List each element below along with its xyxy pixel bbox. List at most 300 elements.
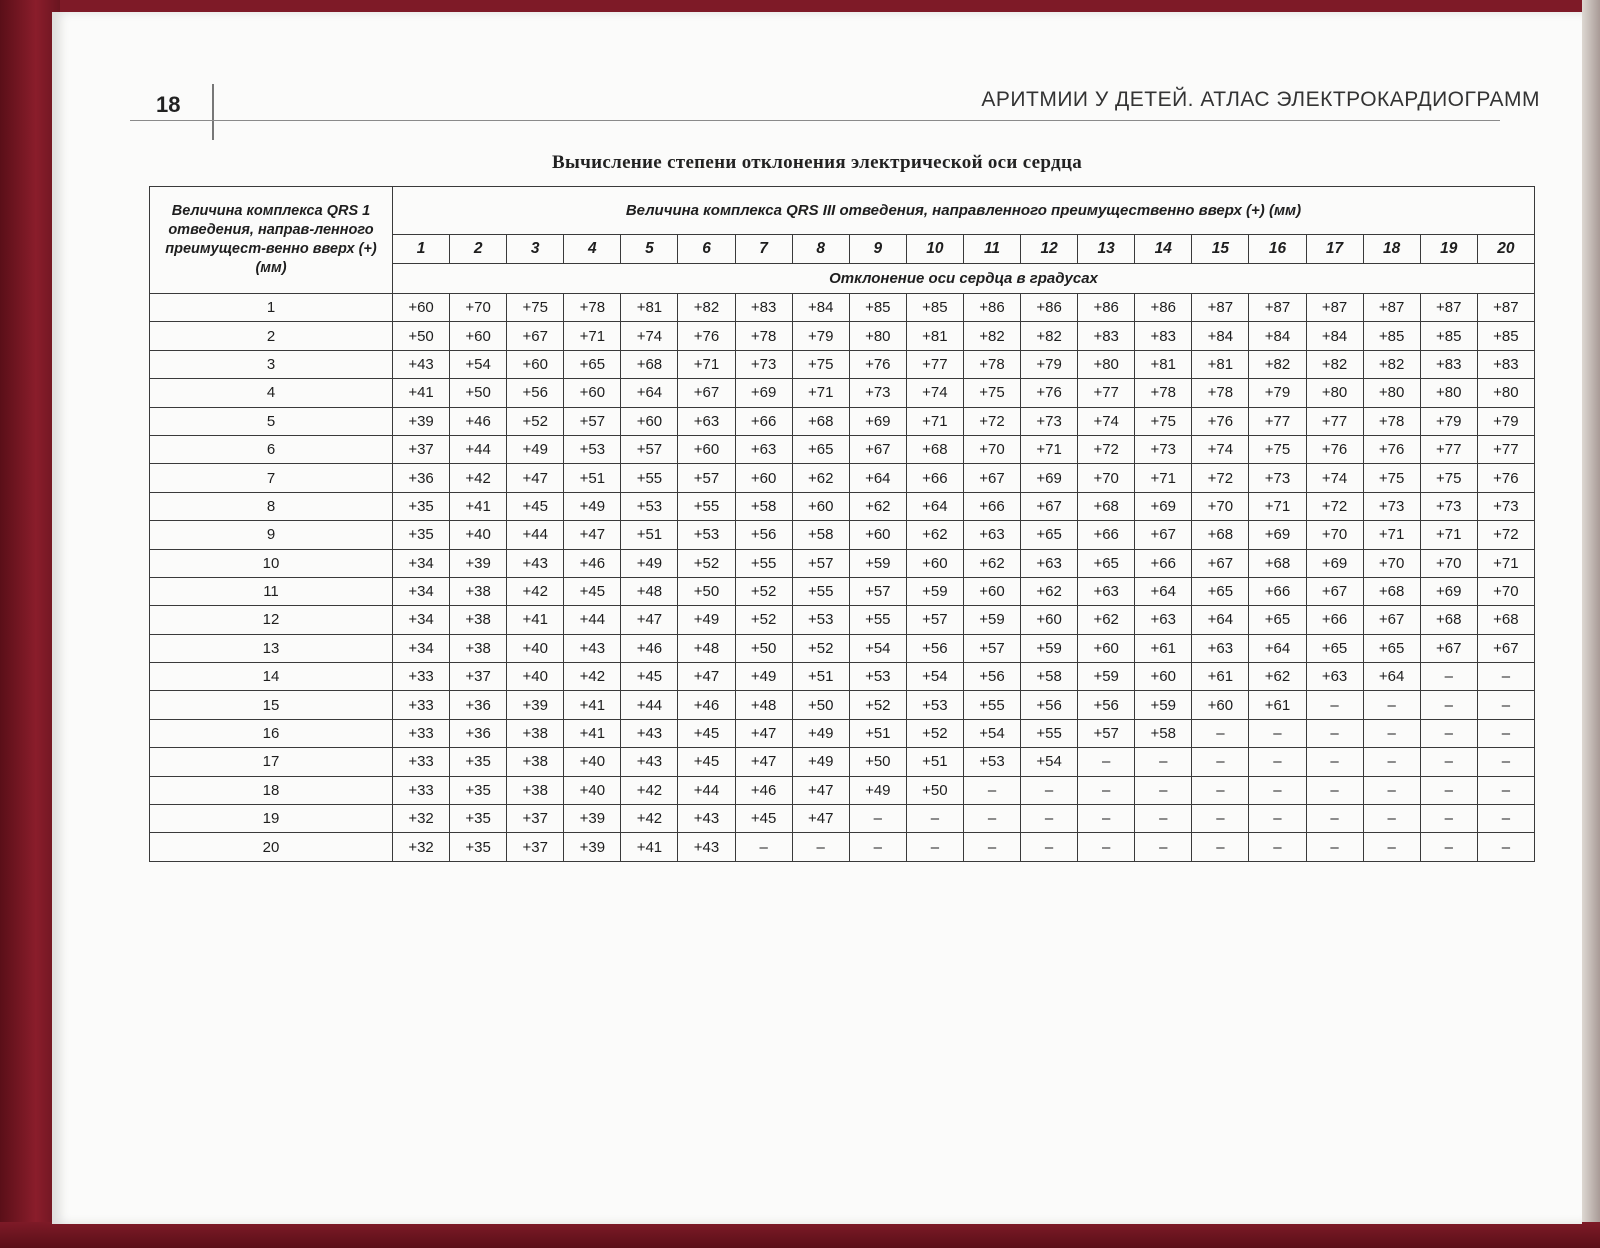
table-cell: – <box>963 776 1020 804</box>
table-cell: +45 <box>735 805 792 833</box>
table-cell: +49 <box>849 776 906 804</box>
table-cell: +40 <box>564 748 621 776</box>
table-cell: +76 <box>1192 407 1249 435</box>
table-cell: – <box>1306 719 1363 747</box>
table-cell: +60 <box>792 492 849 520</box>
table-cell: +40 <box>564 776 621 804</box>
row-label: 13 <box>150 634 393 662</box>
column-header: 4 <box>564 234 621 264</box>
table-cell: – <box>1363 691 1420 719</box>
table-cell: +63 <box>678 407 735 435</box>
table-cell: – <box>1306 776 1363 804</box>
table-cell: – <box>1477 833 1534 861</box>
table-cell: +68 <box>1363 577 1420 605</box>
table-cell: +69 <box>849 407 906 435</box>
table-cell: +87 <box>1420 294 1477 322</box>
table-cell: +55 <box>963 691 1020 719</box>
table-cell: +83 <box>1420 350 1477 378</box>
table-cell: +44 <box>621 691 678 719</box>
table-cell: +39 <box>450 549 507 577</box>
table-cell: +56 <box>906 634 963 662</box>
table-cell: +35 <box>450 833 507 861</box>
table-cell: +60 <box>849 521 906 549</box>
table-row <box>150 549 1535 577</box>
table-cell: +56 <box>735 521 792 549</box>
table-cell: +50 <box>393 322 450 350</box>
table-cell: +53 <box>849 663 906 691</box>
table-cell: +80 <box>849 322 906 350</box>
table-cell: +63 <box>1021 549 1078 577</box>
table-row <box>150 379 1535 407</box>
table-cell: +38 <box>450 577 507 605</box>
table-cell: +73 <box>735 350 792 378</box>
table-cell: +43 <box>678 833 735 861</box>
table-cell: +80 <box>1306 379 1363 407</box>
table-cell: +57 <box>1078 719 1135 747</box>
table-cell: +47 <box>564 521 621 549</box>
table-cell: +76 <box>1477 464 1534 492</box>
table-cell: – <box>1135 833 1192 861</box>
table-cell: +56 <box>963 663 1020 691</box>
table-cell: +52 <box>849 691 906 719</box>
table-cell: +63 <box>1192 634 1249 662</box>
table-cell: +45 <box>678 719 735 747</box>
table-cell: – <box>1135 776 1192 804</box>
table-cell: – <box>1192 776 1249 804</box>
table-cell: +34 <box>393 577 450 605</box>
row-label: 2 <box>150 322 393 350</box>
table-cell: +67 <box>507 322 564 350</box>
column-header: 13 <box>1078 234 1135 264</box>
table-cell: +78 <box>735 322 792 350</box>
table-cell: +67 <box>1306 577 1363 605</box>
table-cell: +52 <box>735 606 792 634</box>
table-cell: +85 <box>906 294 963 322</box>
table-cell: +64 <box>621 379 678 407</box>
table-cell: +71 <box>1420 521 1477 549</box>
table-cell: +79 <box>1420 407 1477 435</box>
row-label: 5 <box>150 407 393 435</box>
table-cell: +47 <box>507 464 564 492</box>
table-cell: +57 <box>906 606 963 634</box>
table-row <box>150 663 1535 691</box>
table-cell: +87 <box>1249 294 1306 322</box>
table-cell: – <box>1078 805 1135 833</box>
table-cell: +83 <box>1477 350 1534 378</box>
table-cell: +36 <box>450 719 507 747</box>
table-row <box>150 521 1535 549</box>
table-cell: +50 <box>450 379 507 407</box>
table-cell: – <box>1078 748 1135 776</box>
table-cell: +69 <box>1306 549 1363 577</box>
table-cell: +57 <box>963 634 1020 662</box>
table-cell: +74 <box>1306 464 1363 492</box>
page-edges <box>1582 0 1600 1248</box>
book-cover-bottom <box>0 1222 1600 1248</box>
table-cell: +60 <box>393 294 450 322</box>
table-row <box>150 748 1535 776</box>
table-cell: +51 <box>849 719 906 747</box>
table-cell: +69 <box>1249 521 1306 549</box>
table-cell: +71 <box>564 322 621 350</box>
table-cell: +67 <box>849 435 906 463</box>
table-cell: +34 <box>393 606 450 634</box>
column-header: 5 <box>621 234 678 264</box>
table-cell: +72 <box>963 407 1020 435</box>
table-cell: +53 <box>963 748 1020 776</box>
table-cell: +46 <box>564 549 621 577</box>
table-cell: +49 <box>792 719 849 747</box>
table-cell: +70 <box>1363 549 1420 577</box>
table-cell: +70 <box>1420 549 1477 577</box>
table-cell: +75 <box>1420 464 1477 492</box>
table-cell: +41 <box>621 833 678 861</box>
table-cell: +55 <box>792 577 849 605</box>
table-cell: – <box>735 833 792 861</box>
table-cell: +74 <box>621 322 678 350</box>
table-cell: +48 <box>735 691 792 719</box>
row-label: 8 <box>150 492 393 520</box>
table-cell: – <box>1477 776 1534 804</box>
table-cell: +74 <box>1078 407 1135 435</box>
table-cell: +75 <box>963 379 1020 407</box>
row-label: 20 <box>150 833 393 861</box>
table-cell: +39 <box>507 691 564 719</box>
table-cell: – <box>1477 719 1534 747</box>
row-label: 6 <box>150 435 393 463</box>
table-cell: +41 <box>450 492 507 520</box>
table-cell: +43 <box>678 805 735 833</box>
table-row <box>150 294 1535 322</box>
table-cell: +35 <box>450 805 507 833</box>
table-cell: +41 <box>507 606 564 634</box>
table-cell: +52 <box>678 549 735 577</box>
table-cell: +65 <box>1306 634 1363 662</box>
table-cell: +42 <box>621 805 678 833</box>
table-cell: +60 <box>1192 691 1249 719</box>
table-cell: +66 <box>735 407 792 435</box>
table-cell: +76 <box>1021 379 1078 407</box>
table-cell: +86 <box>963 294 1020 322</box>
corner-header: Величина комплекса QRS 1 отведения, направ-ленного преимущест-венно вверх (+) (мм) <box>150 187 393 294</box>
table-cell: +82 <box>678 294 735 322</box>
table-cell: +65 <box>792 435 849 463</box>
table-cell: +74 <box>1192 435 1249 463</box>
table-cell: – <box>906 805 963 833</box>
table-cell: – <box>1249 776 1306 804</box>
table-cell: +82 <box>1363 350 1420 378</box>
table-cell: +58 <box>1021 663 1078 691</box>
table-cell: +51 <box>621 521 678 549</box>
table-cell: +38 <box>507 776 564 804</box>
table-cell: +86 <box>1021 294 1078 322</box>
table-cell: +87 <box>1306 294 1363 322</box>
table-cell: +35 <box>450 748 507 776</box>
table-cell: +82 <box>963 322 1020 350</box>
header-rule <box>130 120 1500 121</box>
table-row <box>150 350 1535 378</box>
table-cell: +55 <box>621 464 678 492</box>
table-cell: +42 <box>507 577 564 605</box>
table-cell: +49 <box>564 492 621 520</box>
table-cell: +63 <box>1135 606 1192 634</box>
table-cell: +87 <box>1192 294 1249 322</box>
column-header: 10 <box>906 234 963 264</box>
table-cell: +39 <box>564 833 621 861</box>
table-cell: +49 <box>507 435 564 463</box>
column-header: 11 <box>963 234 1020 264</box>
column-header: 20 <box>1477 234 1534 264</box>
table-cell: +47 <box>792 776 849 804</box>
table-cell: +53 <box>906 691 963 719</box>
table-cell: – <box>906 833 963 861</box>
table-cell: – <box>849 805 906 833</box>
table-cell: +46 <box>450 407 507 435</box>
table-cell: +37 <box>450 663 507 691</box>
table-cell: +38 <box>450 634 507 662</box>
table-cell: +38 <box>507 719 564 747</box>
table-cell: +79 <box>792 322 849 350</box>
table-cell: +57 <box>621 435 678 463</box>
row-label: 18 <box>150 776 393 804</box>
table-cell: +70 <box>1078 464 1135 492</box>
table-cell: +41 <box>564 691 621 719</box>
table-cell: +75 <box>1363 464 1420 492</box>
table-cell: – <box>1249 748 1306 776</box>
table-cell: – <box>1420 719 1477 747</box>
table-cell: +57 <box>849 577 906 605</box>
table-cell: – <box>1021 776 1078 804</box>
table-cell: – <box>1363 776 1420 804</box>
table-cell: – <box>1192 833 1249 861</box>
table-cell: – <box>1135 748 1192 776</box>
table-cell: +84 <box>1192 322 1249 350</box>
table-cell: +82 <box>1306 350 1363 378</box>
table-cell: +65 <box>1078 549 1135 577</box>
table-cell: +59 <box>906 577 963 605</box>
table-cell: – <box>1192 805 1249 833</box>
table-cell: +60 <box>678 435 735 463</box>
table-cell: +67 <box>1420 634 1477 662</box>
table-cell: – <box>1363 748 1420 776</box>
table-cell: – <box>1306 691 1363 719</box>
row-label: 17 <box>150 748 393 776</box>
table-cell: +37 <box>507 833 564 861</box>
table-cell: +49 <box>678 606 735 634</box>
table-cell: +44 <box>678 776 735 804</box>
table-cell: +60 <box>906 549 963 577</box>
table-cell: – <box>1420 663 1477 691</box>
table-cell: +69 <box>1021 464 1078 492</box>
table-cell: +63 <box>735 435 792 463</box>
table-cell: +54 <box>1021 748 1078 776</box>
table-cell: +56 <box>1078 691 1135 719</box>
table-cell: +40 <box>507 663 564 691</box>
table-cell: +76 <box>849 350 906 378</box>
table-cell: +53 <box>792 606 849 634</box>
table-cell: +84 <box>1306 322 1363 350</box>
table-cell: +66 <box>1135 549 1192 577</box>
table-cell: +84 <box>1249 322 1306 350</box>
table-cell: +73 <box>849 379 906 407</box>
book-cover-left <box>0 0 60 1248</box>
table-row <box>150 322 1535 350</box>
table-cell: +52 <box>792 634 849 662</box>
table-cell: +47 <box>678 663 735 691</box>
column-header: 9 <box>849 234 906 264</box>
table-cell: +85 <box>1477 322 1534 350</box>
table-cell: – <box>963 805 1020 833</box>
table-cell: +46 <box>735 776 792 804</box>
table-cell: – <box>792 833 849 861</box>
table-cell: +85 <box>849 294 906 322</box>
table-cell: +60 <box>963 577 1020 605</box>
table-cell: +68 <box>1078 492 1135 520</box>
table-cell: +81 <box>1135 350 1192 378</box>
table-cell: +60 <box>450 322 507 350</box>
table-cell: +36 <box>393 464 450 492</box>
table-cell: – <box>1078 776 1135 804</box>
table-cell: +80 <box>1420 379 1477 407</box>
table-cell: +53 <box>678 521 735 549</box>
table-cell: +33 <box>393 719 450 747</box>
table-cell: +61 <box>1135 634 1192 662</box>
table-cell: +64 <box>1135 577 1192 605</box>
table-cell: +47 <box>735 719 792 747</box>
column-header: 15 <box>1192 234 1249 264</box>
table-row <box>150 407 1535 435</box>
table-cell: +34 <box>393 634 450 662</box>
header-divider <box>212 84 214 140</box>
row-label: 4 <box>150 379 393 407</box>
table-cell: +80 <box>1363 379 1420 407</box>
table-cell: +68 <box>1420 606 1477 634</box>
table-cell: – <box>1420 805 1477 833</box>
row-label: 3 <box>150 350 393 378</box>
row-label: 14 <box>150 663 393 691</box>
table-cell: – <box>1477 663 1534 691</box>
row-label: 15 <box>150 691 393 719</box>
table-cell: +47 <box>792 805 849 833</box>
table-cell: +53 <box>564 435 621 463</box>
table-cell: +55 <box>1021 719 1078 747</box>
row-label: 1 <box>150 294 393 322</box>
table-cell: – <box>1420 776 1477 804</box>
table-cell: +77 <box>1078 379 1135 407</box>
table-cell: +54 <box>450 350 507 378</box>
table-cell: +87 <box>1477 294 1534 322</box>
table-cell: +65 <box>1249 606 1306 634</box>
table-cell: +58 <box>792 521 849 549</box>
table-cell: +41 <box>393 379 450 407</box>
table-cell: – <box>1306 805 1363 833</box>
table-cell: +45 <box>564 577 621 605</box>
table-cell: – <box>1021 833 1078 861</box>
table-cell: +63 <box>1078 577 1135 605</box>
table-cell: +69 <box>1135 492 1192 520</box>
table-cell: – <box>1363 719 1420 747</box>
table-cell: – <box>1363 805 1420 833</box>
table-cell: +71 <box>792 379 849 407</box>
table-cell: +54 <box>906 663 963 691</box>
table-cell: +39 <box>564 805 621 833</box>
table-cell: +53 <box>621 492 678 520</box>
table-cell: +33 <box>393 663 450 691</box>
table-cell: +67 <box>963 464 1020 492</box>
table-cell: – <box>849 833 906 861</box>
table-cell: +70 <box>1306 521 1363 549</box>
axis-deviation-table <box>149 186 1535 862</box>
table-cell: +33 <box>393 748 450 776</box>
table-cell: +63 <box>1306 663 1363 691</box>
table-cell: +80 <box>1078 350 1135 378</box>
table-cell: +35 <box>393 492 450 520</box>
table-cell: +57 <box>678 464 735 492</box>
table-cell: +73 <box>1135 435 1192 463</box>
table-cell: +68 <box>906 435 963 463</box>
row-label: 19 <box>150 805 393 833</box>
table-cell: +51 <box>792 663 849 691</box>
table-cell: +72 <box>1306 492 1363 520</box>
table-cell: – <box>1477 691 1534 719</box>
table-cell: +43 <box>621 748 678 776</box>
table-cell: +54 <box>849 634 906 662</box>
table-cell: +49 <box>621 549 678 577</box>
table-cell: +68 <box>1192 521 1249 549</box>
table-row <box>150 634 1535 662</box>
table-cell: +62 <box>963 549 1020 577</box>
table-cell: +67 <box>1135 521 1192 549</box>
table-cell: +79 <box>1249 379 1306 407</box>
table-cell: +64 <box>1363 663 1420 691</box>
table-cell: +58 <box>735 492 792 520</box>
table-cell: +59 <box>963 606 1020 634</box>
table-title: Вычисление степени отклонения электрической оси сердца <box>552 152 1082 173</box>
table-cell: +78 <box>1192 379 1249 407</box>
table-row <box>150 577 1535 605</box>
column-header: 17 <box>1306 234 1363 264</box>
table-cell: +43 <box>507 549 564 577</box>
table-cell: +66 <box>963 492 1020 520</box>
table-cell: +44 <box>507 521 564 549</box>
table-cell: +78 <box>1363 407 1420 435</box>
table-cell: +73 <box>1249 464 1306 492</box>
table-cell: +68 <box>1249 549 1306 577</box>
table-cell: +60 <box>735 464 792 492</box>
table-cell: +50 <box>678 577 735 605</box>
table-row <box>150 719 1535 747</box>
table-cell: +55 <box>735 549 792 577</box>
table-cell: +71 <box>678 350 735 378</box>
table-cell: +73 <box>1363 492 1420 520</box>
column-header: 19 <box>1420 234 1477 264</box>
table-cell: +32 <box>393 833 450 861</box>
table-cell: +66 <box>906 464 963 492</box>
table-cell: +40 <box>507 634 564 662</box>
table-cell: +45 <box>621 663 678 691</box>
table-cell: +71 <box>906 407 963 435</box>
table-cell: +82 <box>1021 322 1078 350</box>
table-cell: +70 <box>450 294 507 322</box>
table-cell: +66 <box>1306 606 1363 634</box>
table-cell: +79 <box>1477 407 1534 435</box>
table-cell: – <box>1135 805 1192 833</box>
table-cell: +61 <box>1192 663 1249 691</box>
table-cell: +54 <box>963 719 1020 747</box>
table-cell: +65 <box>1192 577 1249 605</box>
column-header: 8 <box>792 234 849 264</box>
row-label: 12 <box>150 606 393 634</box>
